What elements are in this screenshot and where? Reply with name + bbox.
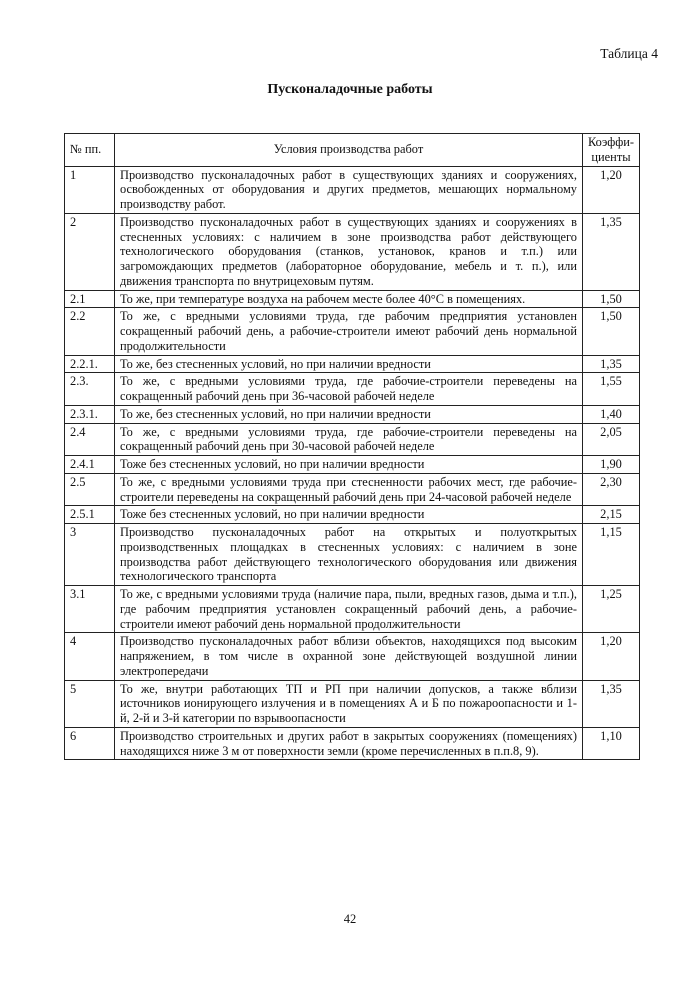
row-number: 2.3.1. <box>65 405 115 423</box>
row-coefficient: 2,15 <box>583 506 640 524</box>
row-condition: То же, без стесненных условий, но при наличии вредности <box>115 355 583 373</box>
row-coefficient: 1,35 <box>583 680 640 727</box>
row-condition: То же, без стесненных условий, но при наличии вредности <box>115 405 583 423</box>
row-number: 5 <box>65 680 115 727</box>
row-number: 2.2 <box>65 308 115 355</box>
row-condition: То же, с вредными условиями труда, где рабочим предприятия установлен сокращенный рабочий день, а рабочие-строители имеют рабочий день нормальной продолжительности <box>115 308 583 355</box>
row-coefficient: 1,90 <box>583 456 640 474</box>
row-condition: Тоже без стесненных условий, но при наличии вредности <box>115 506 583 524</box>
row-number: 2.1 <box>65 290 115 308</box>
row-condition: То же, с вредными условиями труда при стесненности рабочих мест, где рабочие-строители переведены на сокращенный рабочий день при 24-часовой рабочей неделе <box>115 473 583 506</box>
row-number: 2.5 <box>65 473 115 506</box>
row-condition: Производство пусконаладочных работ в существующих зданиях и сооружениях, освобожденных от оборудования и других предметов, мешающих нормальному производству работ. <box>115 166 583 213</box>
coefficients-table <box>64 133 640 760</box>
row-number: 3.1 <box>65 586 115 633</box>
page-number: 42 <box>343 912 357 926</box>
row-coefficient: 1,25 <box>583 586 640 633</box>
table-row <box>65 680 640 727</box>
header-conditions: Условия производства работ <box>115 134 583 167</box>
row-number: 2.2.1. <box>65 355 115 373</box>
row-number: 2.5.1 <box>65 506 115 524</box>
row-coefficient: 2,30 <box>583 473 640 506</box>
row-number: 6 <box>65 727 115 760</box>
row-coefficient: 1,55 <box>583 373 640 406</box>
page-title: Пусконаладочные работы <box>267 82 433 97</box>
table-row <box>65 308 640 355</box>
table-row <box>65 524 640 586</box>
table-row <box>65 373 640 406</box>
row-condition: Тоже без стесненных условий, но при наличии вредности <box>115 456 583 474</box>
row-condition: Производство пусконаладочных работ на открытых и полуоткрытых производственных площадках в стесненных условиях: с наличием в зоне производства работ действующего технологического оборудования или движения технологического транспорта <box>115 524 583 586</box>
row-condition: То же, внутри работающих ТП и РП при наличии допусков, а также вблизи источников ионирующего излучения и в помещениях А и Б по пожароопасности и 1-й, 2-й и 3-й категории по взрывоопасности <box>115 680 583 727</box>
row-condition: Производство пусконаладочных работ вблизи объектов, находящихся под высоким напряжением, в том числе в охранной зоне действующей воздушной линии электропередачи <box>115 633 583 680</box>
row-condition: То же, с вредными условиями труда (наличие пара, пыли, вредных газов, дыма и т.п.), где рабочим предприятия установлен сокращенный рабочий день, а рабочие-строители имеют рабочий день нормальной продолжительности <box>115 586 583 633</box>
row-condition: Производство пусконаладочных работ в существующих зданиях и сооружениях в стесненных условиях: с наличием в зоне производства работ действующего технологического оборудования (станков, установок, кранов и т.п.) или загромождающих предметов (лабораторное оборудование, мебель и т. п.), или движения транспорта по внутрицеховым путям. <box>115 213 583 290</box>
row-coefficient: 1,35 <box>583 213 640 290</box>
table-row <box>65 290 640 308</box>
row-number: 2.4.1 <box>65 456 115 474</box>
row-condition: То же, с вредными условиями труда, где рабочие-строители переведены на сокращенный рабочий день при 36-часовой рабочей неделе <box>115 373 583 406</box>
row-number: 2.3. <box>65 373 115 406</box>
table-label: Таблица 4 <box>600 46 658 61</box>
header-number: № пп. <box>65 134 115 167</box>
row-coefficient: 1,10 <box>583 727 640 760</box>
table-row <box>65 727 640 760</box>
row-coefficient: 1,50 <box>583 290 640 308</box>
row-number: 2 <box>65 213 115 290</box>
row-number: 2.4 <box>65 423 115 456</box>
row-coefficient: 1,20 <box>583 166 640 213</box>
header-coefficients: Коэффи-циенты <box>583 134 640 167</box>
table-row <box>65 423 640 456</box>
table-row <box>65 405 640 423</box>
row-number: 4 <box>65 633 115 680</box>
row-coefficient: 1,35 <box>583 355 640 373</box>
row-coefficient: 1,15 <box>583 524 640 586</box>
row-number: 3 <box>65 524 115 586</box>
table-row <box>65 213 640 290</box>
table-row <box>65 355 640 373</box>
row-condition: Производство строительных и других работ в закрытых сооружениях (помещениях) находящихся ниже 3 м от поверхности земли (кроме перечисленных в п.п.8, 9). <box>115 727 583 760</box>
row-coefficient: 1,20 <box>583 633 640 680</box>
row-number: 1 <box>65 166 115 213</box>
row-coefficient: 1,50 <box>583 308 640 355</box>
table-header-row <box>65 134 640 167</box>
table-row <box>65 456 640 474</box>
table-row <box>65 506 640 524</box>
table-row <box>65 473 640 506</box>
table-row <box>65 633 640 680</box>
row-condition: То же, с вредными условиями труда, где рабочие-строители переведены на сокращенный рабочий день при 30-часовой рабочей неделе <box>115 423 583 456</box>
table-row <box>65 166 640 213</box>
table-body <box>65 166 640 760</box>
row-coefficient: 1,40 <box>583 405 640 423</box>
table-row <box>65 586 640 633</box>
row-coefficient: 2,05 <box>583 423 640 456</box>
row-condition: То же, при температуре воздуха на рабочем месте более 40°С в помещениях. <box>115 290 583 308</box>
